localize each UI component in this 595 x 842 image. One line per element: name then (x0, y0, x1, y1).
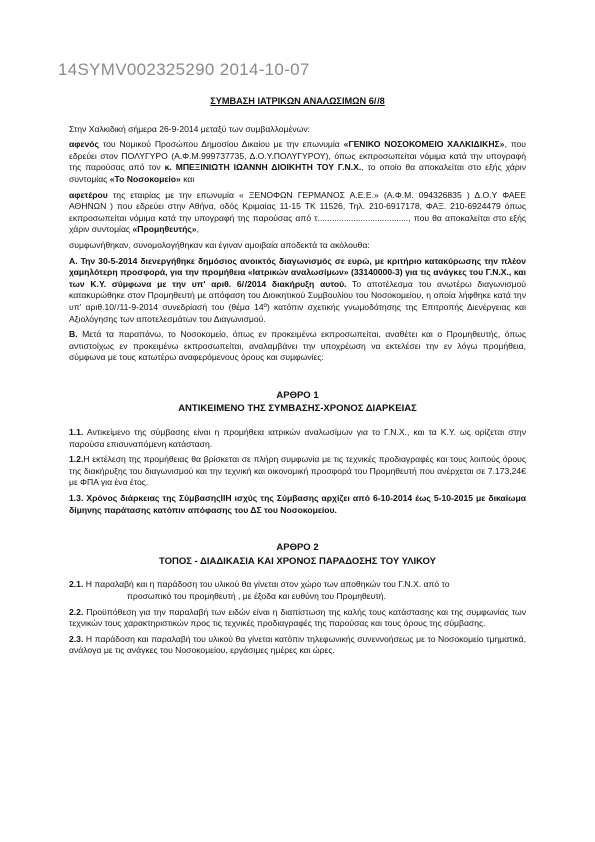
party-one-lead: αφενός (69, 139, 100, 150)
section-b (69, 329, 526, 364)
paragraph-number: 2.1. (69, 579, 84, 590)
article-1-paragraph-2 (69, 454, 526, 489)
section-a-bold: Α. Την 30-5-2014 διενεργήθηκε δημόσιος ανοικτός διαγωνισμός σε ευρώ, με κριτήριο κατακύρωσης την πλέον χαμηλότερη προσφορά, για την προμήθεια «Ιατρικών αναλωσίμων» (33140000-3) για τις ανάγκες του Γ.Ν.Χ., και των Κ.Υ. σύμφωνα με την υπ' αριθ. 6/ /2014 διακήρυξη αυτού. (69, 255, 526, 289)
party-one-text-3: , το οποίο θα αποκαλείται στο εξής χάριν συντομίας (69, 162, 526, 184)
party-two (69, 190, 526, 236)
party-one-text-2: , που εδρεύει στον ΠΟΛΥΓΥΡΟ (Α.Φ.Μ.999737735, Δ.Ο.Υ.ΠΟΛΥΓΥΡΟΥ), όπως εκπροσωπείται νόμιμα κατά την υπογραφή της παρούσας από τον (69, 139, 526, 173)
paragraph-number: 2.3. (69, 633, 84, 644)
section-a-text: Το αποτέλεσμα του ανωτέρω διαγωνισμού κατακυρώθηκε στον Προμηθευτή με απόφαση του Διοικητικού Συμβουλίου του Νοσοκομείου, η οποία λήφθηκε κατά την υπ' αριθ.10/ /11-9-2014 συνεδρίασή του (θέμα 14º) κατόπιν σχετικής γνωμοδότησης της Επιτροπής Διενέργειας και Αξιολόγησης των αποτελεσμάτων του Διαγωνισμού. (69, 278, 526, 324)
paragraph-number: 1.1. (69, 427, 84, 438)
paragraph-number: 2.2. (69, 606, 84, 617)
document-id-stamp: 14SYMV002325290 2014-10-07 (58, 60, 310, 79)
article-2-paragraph-1 (69, 579, 526, 591)
section-b-text: Μετά τα παραπάνω, το Νοσοκομείο, όπως εν προκειμένω εκπροσωπείται, αναθέτει και ο Προμηθευτής, όπως αντιστοίχως εν προκειμένω εκπροσωπείται, αναλαμβάνει την υποχρέωση να εκτελέσει την εν λόγω προμήθεια, σύμφωνα με τους κατωτέρω αναφερόμενους όρους και συμφωνίες: (69, 329, 526, 363)
paragraph-number: 1.2. (69, 454, 84, 465)
contract-title: ΣΥΜΒΑΣΗ ΙΑΤΡΙΚΩΝ ΑΝΑΛΩΣΙΜΩΝ 6/ /8 (210, 96, 385, 106)
party-two-end: , (196, 224, 199, 235)
paragraph-text: Αντικείμενο της σύμβασης είναι η προμήθεια ιατρικών αναλωσίμων για το Γ.Ν.Χ., και τα Κ.Υ. ως ορίζεται στην παρούσα επισυναπόμενη κατάσταση. (69, 427, 526, 449)
party-two-lead: αφετέρου (69, 189, 108, 200)
article-2-title: ΤΟΠΟΣ - ΔΙΑΔΙΚΑΣΙΑ ΚΑΙ ΧΡΟΝΟΣ ΠΑΡΑΔΟΣΗΣ ΤΟΥ ΥΛΙΚΟΥ (158, 555, 437, 567)
party-one-and: και (180, 173, 195, 184)
party-one-name: «ΓΕΝΙΚΟ ΝΟΣΟΚΟΜΕΙΟ ΧΑΛΚΙΔΙΚΗΣ» (343, 139, 505, 150)
paragraph-text: Η παράδοση και παραλαβή του υλικού θα γίνεται κατόπιν τηλεφωνικής συνεννοήσεως με το Νοσοκομείο τμηματικά, ανάλογα με τις ανάγκες του Νοσοκομείου, εργάσιμες ημέρες και ώρες. (69, 633, 526, 656)
document-body (69, 96, 526, 661)
article-1-paragraph-3: 1.3. Χρόνος διάρκειας της ΣύμβασηςΙΙΗ ισχύς της Σύμβασης αρχίζει από 6-10-2014 έως 5-10-2015 με δικαίωμα δίμηνης παράτασης κατόπιν απόφασης του ΔΣ του Νοσοκομείου. (69, 493, 526, 515)
agreement-statement: συμφωνήθηκαν, συνομολογήθηκαν και έγιναν αμοιβαία αποδεκτά τα ακόλουθα: (69, 239, 370, 250)
party-one (69, 139, 526, 185)
article-1-title: ΑΝΤΙΚΕΙΜΕΝΟ ΤΗΣ ΣΥΜΒΑΣΗΣ-ΧΡΟΝΟΣ ΔΙΑΡΚΕΙΑΣ (178, 403, 417, 415)
party-one-representative: κ. ΜΠΕΞΙΝΙΩΤΗ ΙΩΑΝΝΗ ΔΙΟΙΚΗΤΗ ΤΟΥ Γ.Ν.Χ. (164, 162, 362, 173)
place-date: Στην Χαλκιδική σήμερα 26-9-2014 μεταξύ των συμβαλλομένων: (69, 123, 311, 134)
section-b-label: Β. (69, 329, 78, 340)
article-2-paragraph-1-continued: προσωπικό του προμηθευτή , με έξοδα και ευθύνη του Προμηθευτή. (127, 591, 386, 601)
article-1-number: ΑΡΘΡΟ 1 (276, 389, 319, 401)
paragraph-text: Η εκτέλεση της προμήθειας θα βρίσκεται σε πλήρη συμφωνία με τις τεχνικές προδιαγραφές και τους λοιπούς όρους της διακήρυξης του διαγωνισμού και την τεχνική και οικονομική προσφορά του Προμηθευτή που ανέρχεται σε 7.173,24€ με ΦΠΑ για ένα έτος. (69, 454, 526, 488)
paragraph-text: Η παραλαβή και η παράδοση του υλικού θα γίνεται στον χώρο των αποθηκών του Γ.Ν.Χ. από το (83, 579, 450, 590)
party-two-text: της εταιρίας με την επωνυμία « ΞΕΝΟΦΩΝ ΓΕΡΜΑΝΟΣ Α.Ε.Ε.» (Α.Φ.Μ. 094326835 ) Δ.Ο.Υ ΦΑΕΕ ΑΘΗΝΩΝ ) που εδρεύει στην Αθήνα, οδός Κριμαίας 11-15 ΤΚ 11526, Τηλ. 210-6917178, ΦΑΞ. 210-6924479 όπως εκπροσωπείται νόμιμα κατά την υπογραφή της παρούσας από τ......................................, που θα αποκαλείται στο εξής χάριν συντομίας (69, 189, 526, 235)
article-2-paragraph-2 (69, 607, 526, 630)
party-one-text-1: του Νομικού Προσώπου Δημοσίου Δικαίου με την επωνυμία (99, 139, 344, 150)
party-one-alias: «Το Νοσοκομείο» (109, 173, 181, 184)
paragraph-text: Προϋπόθεση για την παραλαβή των ειδών είναι η διαπίστωση της καλής τους κατάστασης και της συμφωνίας των τεχνικών τους χαρακτηριστικών προς τις τεχνικές προδιαγραφές της παρούσας και τους όρους της σύμβασης. (69, 606, 526, 629)
article-1-paragraph-1 (69, 427, 526, 450)
section-a (69, 256, 526, 326)
article-2-paragraph-3 (69, 634, 526, 657)
article-2-number: ΑΡΘΡΟ 2 (276, 542, 319, 554)
party-two-alias: «Προμηθευτής» (132, 224, 197, 235)
